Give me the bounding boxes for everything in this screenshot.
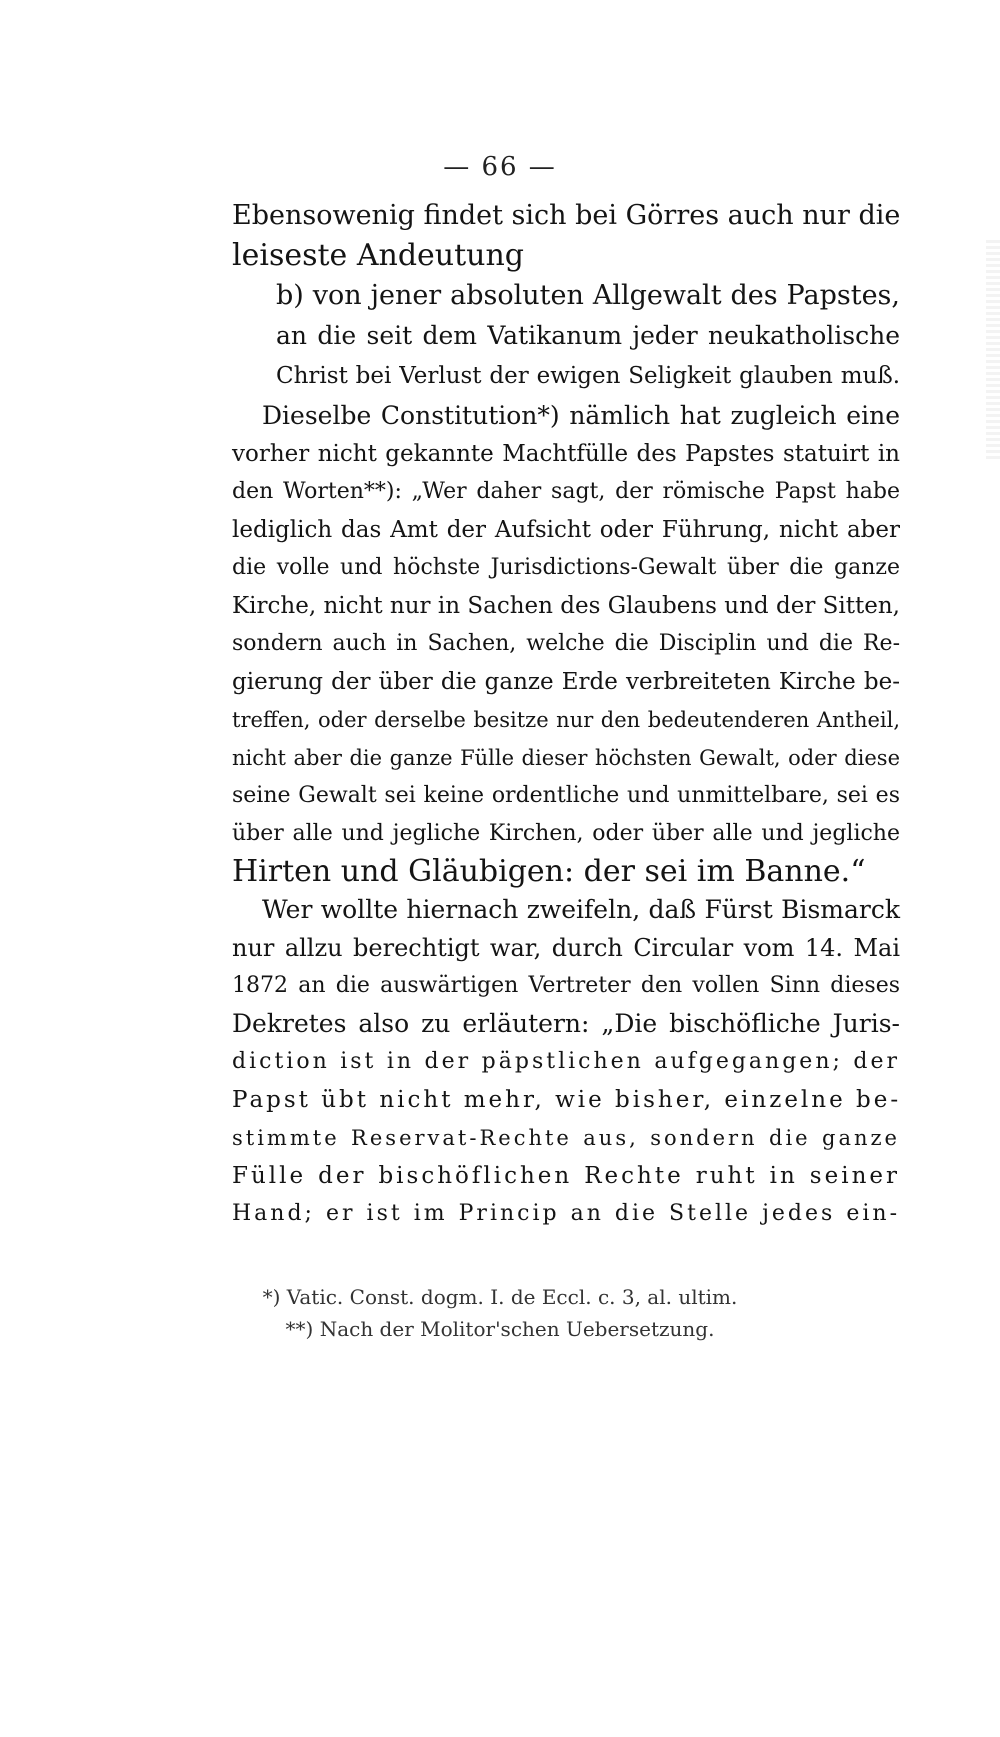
text-line: stimmte Reservat-Rechte aus, sondern die ganze — [232, 1126, 900, 1150]
footnote-2: **) Nach der Molitor'schen Uebersetzung. — [285, 1317, 715, 1341]
text-line: Dekretes also zu erläutern: „Die bischöfliche Juris- — [232, 1009, 900, 1038]
text-line: Fülle der bischöflichen Rechte ruht in seiner — [232, 1163, 900, 1189]
text-line: an die seit dem Vatikanum jeder neukatholische — [276, 321, 900, 350]
footnote-1: *) Vatic. Const. dogm. I. de Eccl. c. 3, al. ultim. — [262, 1285, 738, 1309]
text-line: Christ bei Verlust der ewigen Seligkeit glauben muß. — [276, 363, 900, 389]
text-line: über alle und jegliche Kirchen, oder über alle und jegliche — [232, 821, 900, 846]
text-line: Hirten und Gläubigen: der sei im Banne.“ — [232, 854, 866, 889]
text-line: Kirche, nicht nur in Sachen des Glaubens und der Sitten, — [232, 593, 900, 619]
text-line: leiseste Andeutung — [232, 238, 525, 273]
page-edge-shadow — [986, 240, 1000, 460]
text-line: treffen, oder derselbe besitze nur den bedeutenderen Antheil, — [232, 708, 900, 732]
page-number: — 66 — — [443, 152, 557, 182]
text-line: Papst übt nicht mehr, wie bisher, einzelne be- — [232, 1087, 902, 1113]
text-line: Ebensowenig findet sich bei Görres auch nur die — [232, 200, 901, 231]
text-line: Hand; er ist im Princip an die Stelle jedes ein- — [232, 1201, 900, 1226]
text-line: vorher nicht gekannte Machtfülle des Papstes statuirt in — [232, 441, 900, 467]
text-line: nicht aber die ganze Fülle dieser höchsten Gewalt, oder diese — [232, 746, 900, 770]
paragraph-start: Wer wollte hiernach zweifeln, daß Fürst Bismarck — [262, 895, 900, 924]
text-line: den Worten**): „Wer daher sagt, der römische Papst habe — [232, 479, 900, 504]
text-line: seine Gewalt sei keine ordentliche und unmittelbare, sei es — [232, 783, 900, 808]
text-line: lediglich das Amt der Aufsicht oder Führung, nicht aber — [232, 517, 900, 543]
text-line: 1872 an die auswärtigen Vertreter den vollen Sinn dieses — [232, 973, 900, 998]
text-line: nur allzu berechtigt war, durch Circular vom 14. Mai — [232, 934, 900, 962]
paragraph-start: Dieselbe Constitution*) nämlich hat zugleich eine — [262, 401, 900, 430]
text-line: die volle und höchste Jurisdictions-Gewalt über die ganze — [232, 555, 900, 580]
text-line: gierung der über die ganze Erde verbreiteten Kirche be- — [232, 669, 900, 695]
list-item-b: b) von jener absoluten Allgewalt des Papstes, — [276, 280, 900, 311]
text-line: sondern auch in Sachen, welche die Disciplin und die Re- — [232, 631, 900, 656]
text-line: diction ist in der päpstlichen aufgegangen; der — [232, 1049, 900, 1074]
